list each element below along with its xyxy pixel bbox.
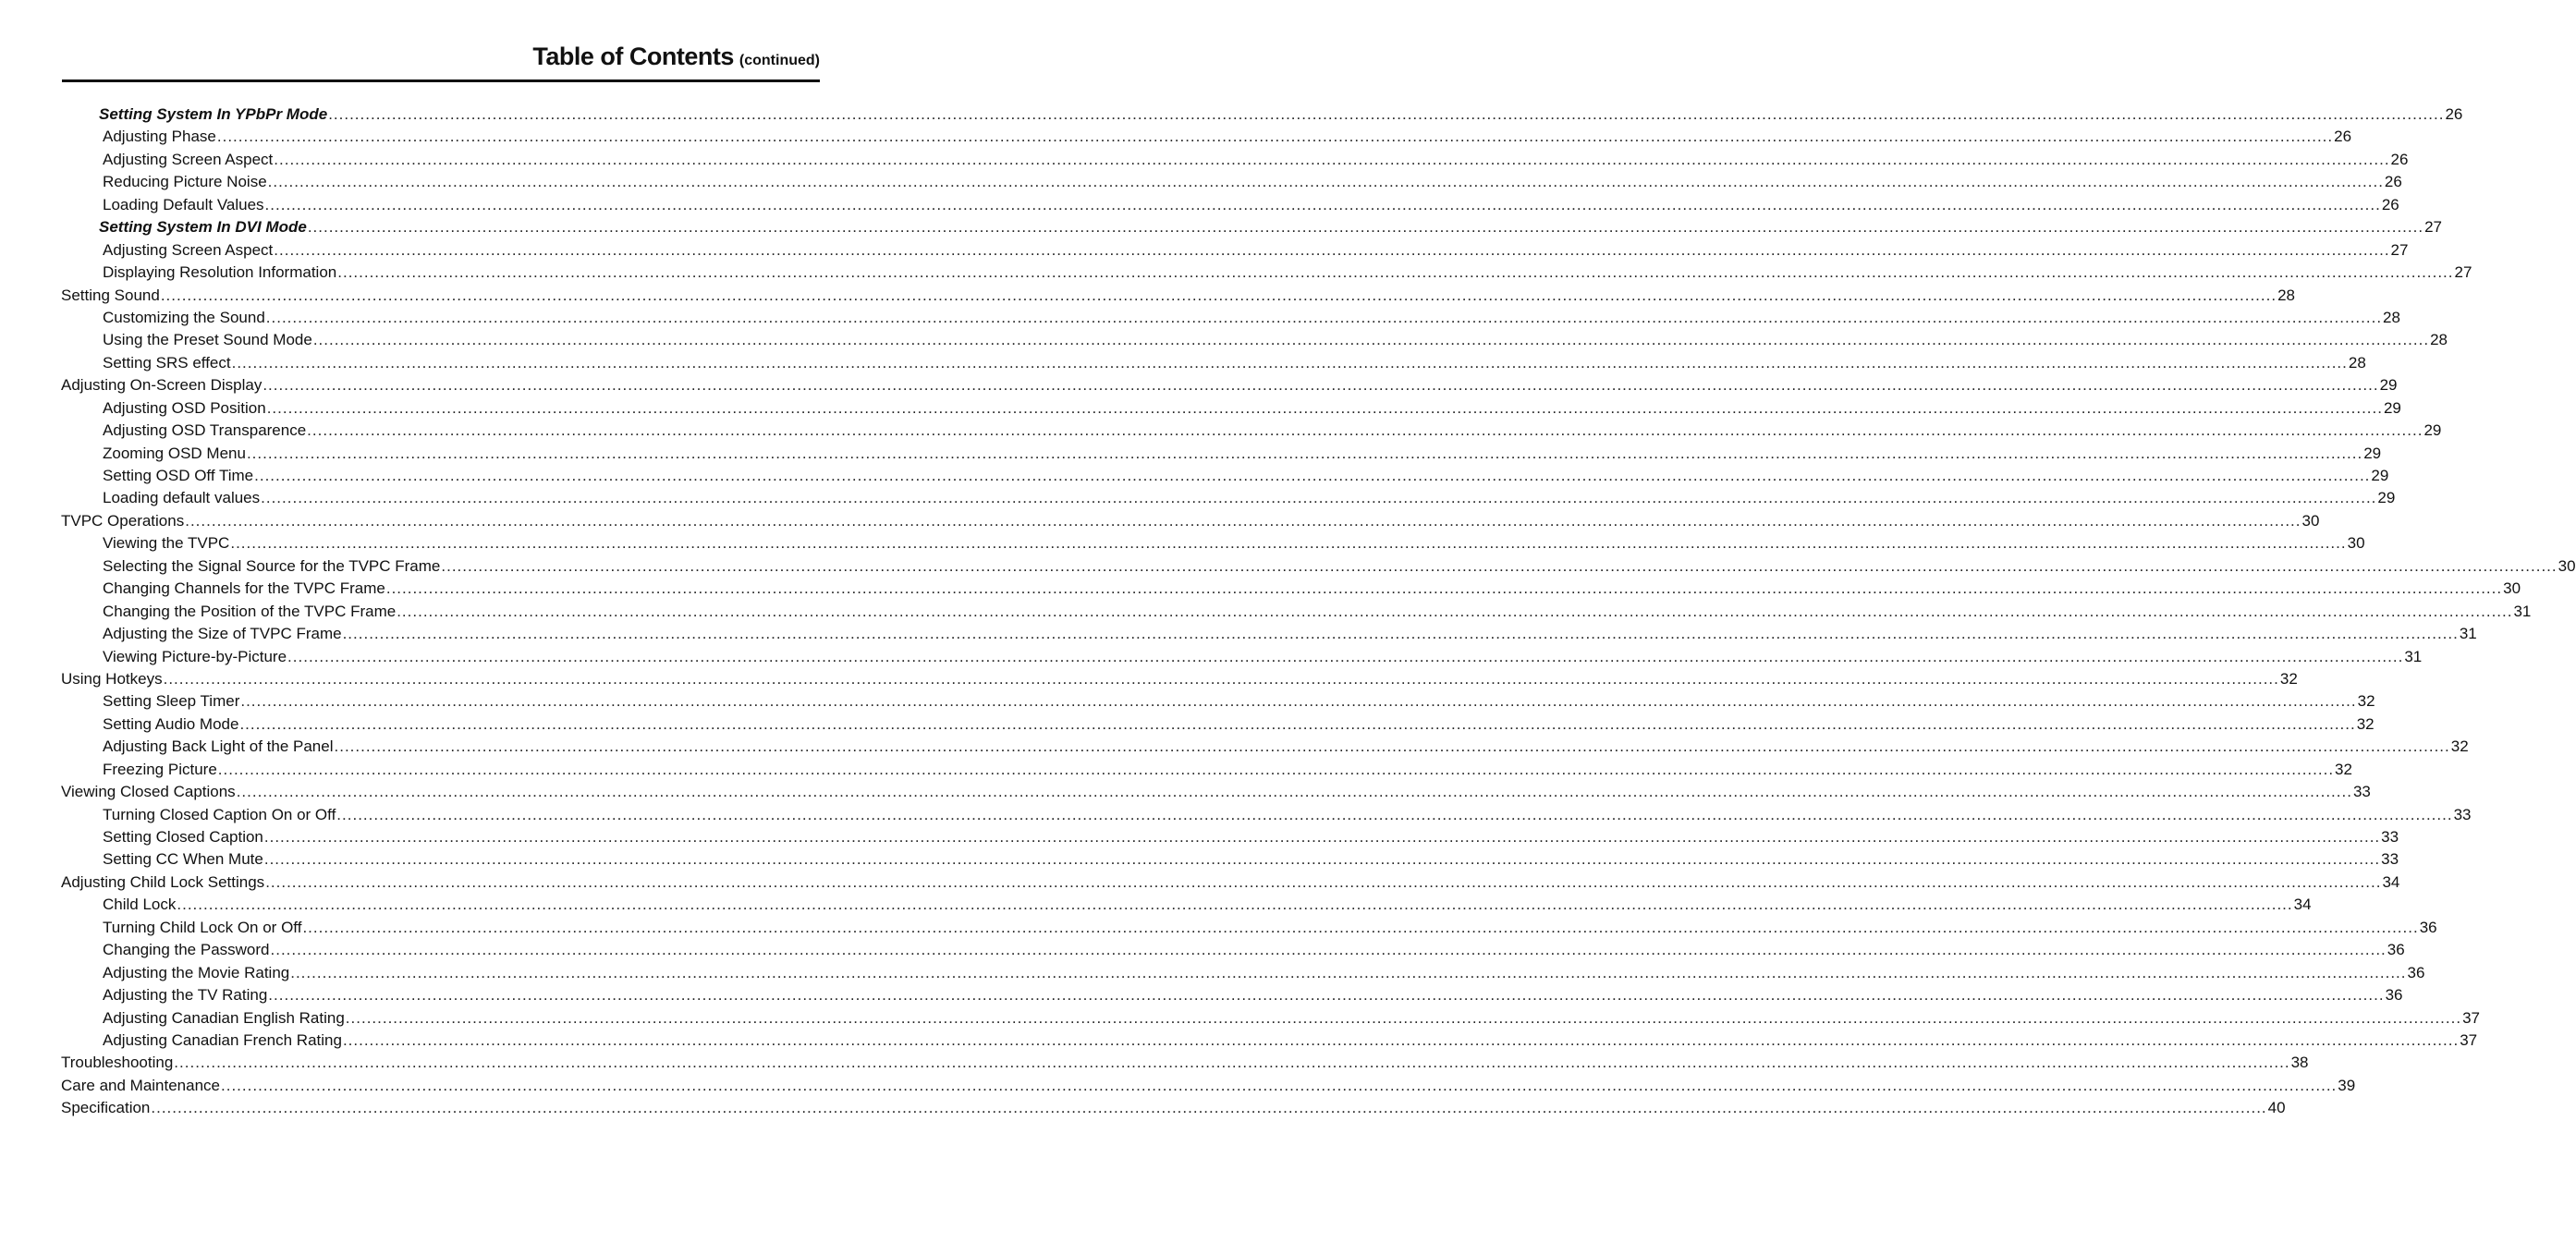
- toc-entry-page-number: 27: [2424, 218, 2442, 237]
- toc-dot-leader: ................................................................................................................................................................................................................................................................................................................................................................................................................: [174, 1054, 2290, 1072]
- toc-subsection-entry[interactable]: [103, 601, 2532, 623]
- toc-entry-page-number: 28: [2277, 286, 2295, 304]
- toc-entry-page-number: 30: [2558, 556, 2576, 575]
- toc-subsection-entry[interactable]: [103, 646, 2423, 668]
- toc-entry-page-number: 31: [2404, 647, 2423, 665]
- page-subtitle: (continued): [739, 53, 820, 68]
- toc-entry-page-number: 34: [2293, 896, 2312, 914]
- toc-dot-leader: ................................................................................................................................................................................................................................................................................................................................................................................................................: [265, 308, 2383, 326]
- toc-entry-page-number: 33: [2453, 805, 2472, 823]
- toc-subsection-entry[interactable]: [103, 262, 2472, 284]
- toc-entry-label: Setting Closed Caption: [103, 828, 263, 846]
- toc-entry-label: Using Hotkeys: [61, 669, 163, 688]
- toc-dot-leader: ................................................................................................................................................................................................................................................................................................................................................................................................................: [307, 218, 2424, 237]
- toc-subsection-entry[interactable]: [103, 713, 2375, 736]
- toc-entry-page-number: 29: [2383, 398, 2401, 417]
- toc-dot-leader: ................................................................................................................................................................................................................................................................................................................................................................................................................: [254, 467, 2371, 484]
- toc-entry-label: Setting Audio Mode: [103, 714, 239, 733]
- toc-entry-label: Adjusting the Size of TVPC Frame: [103, 625, 342, 643]
- toc-entry-label: Zooming OSD Menu: [103, 444, 246, 462]
- toc-dot-leader: ................................................................................................................................................................................................................................................................................................................................................................................................................: [441, 556, 2558, 575]
- toc-entry-page-number: 31: [2459, 625, 2477, 643]
- toc-dot-leader: ................................................................................................................................................................................................................................................................................................................................................................................................................: [336, 805, 2453, 823]
- toc-subsection-entry[interactable]: [103, 826, 2399, 848]
- toc-subsection-entry[interactable]: [99, 104, 2463, 126]
- toc-subsection-entry[interactable]: [103, 759, 2352, 781]
- toc-subsection-entry[interactable]: [103, 736, 2469, 758]
- toc-subsection-entry[interactable]: [103, 1007, 2480, 1030]
- toc-subsection-entry[interactable]: [103, 690, 2375, 713]
- toc-section-entry[interactable]: [61, 668, 2298, 690]
- toc-entry-label: Adjusting Screen Aspect: [103, 240, 274, 259]
- toc-entry-page-number: 33: [2381, 828, 2399, 846]
- toc-section-entry[interactable]: [61, 1097, 2286, 1119]
- toc-entry-label: Adjusting On-Screen Display: [61, 376, 262, 395]
- toc-subsection-entry[interactable]: [99, 216, 2442, 238]
- toc-dot-leader: ................................................................................................................................................................................................................................................................................................................................................................................................................: [290, 963, 2407, 981]
- toc-entry-page-number: 26: [2445, 105, 2463, 123]
- toc-dot-leader: ................................................................................................................................................................................................................................................................................................................................................................................................................: [302, 918, 2419, 936]
- toc-entry-label: TVPC Operations: [61, 511, 185, 530]
- toc-entry-label: Setting System In YPbPr Mode: [99, 105, 328, 123]
- toc-subsection-entry[interactable]: [103, 194, 2399, 216]
- toc-dot-leader: ................................................................................................................................................................................................................................................................................................................................................................................................................: [216, 128, 2334, 146]
- toc-entry-label: Turning Child Lock On or Off: [103, 918, 302, 936]
- toc-subsection-entry[interactable]: [103, 1030, 2478, 1052]
- toc-entry-page-number: 30: [2503, 579, 2521, 598]
- toc-dot-leader: ................................................................................................................................................................................................................................................................................................................................................................................................................: [246, 444, 2363, 462]
- toc-entry-label: Adjusting Canadian English Rating: [103, 1008, 345, 1027]
- toc-entry-label: Adjusting Phase: [103, 128, 216, 146]
- toc-dot-leader: ................................................................................................................................................................................................................................................................................................................................................................................................................: [262, 376, 2379, 395]
- toc-section-entry[interactable]: [61, 285, 2295, 307]
- toc-entry-page-number: 27: [2454, 263, 2472, 282]
- toc-dot-leader: ................................................................................................................................................................................................................................................................................................................................................................................................................: [268, 986, 2385, 1005]
- toc-subsection-entry[interactable]: [103, 894, 2312, 916]
- toc-dot-leader: ................................................................................................................................................................................................................................................................................................................................................................................................................: [307, 421, 2423, 440]
- toc-entry-label: Specification: [61, 1099, 151, 1117]
- toc-entry-page-number: 26: [2381, 195, 2399, 213]
- toc-entry-label: Loading Default Values: [103, 195, 264, 213]
- toc-entry-label: Troubleshooting: [61, 1054, 174, 1072]
- toc-entry-page-number: 32: [2279, 669, 2298, 688]
- toc-subsection-entry[interactable]: [103, 443, 2382, 465]
- toc-dot-leader: ................................................................................................................................................................................................................................................................................................................................................................................................................: [270, 941, 2387, 959]
- toc-dot-leader: ................................................................................................................................................................................................................................................................................................................................................................................................................: [264, 195, 2381, 213]
- toc-subsection-entry[interactable]: [103, 532, 2365, 554]
- toc-subsection-entry[interactable]: [103, 465, 2389, 487]
- toc-dot-leader: ................................................................................................................................................................................................................................................................................................................................................................................................................: [334, 737, 2450, 756]
- toc-entry-page-number: 28: [2430, 331, 2448, 349]
- toc-entry-label: Selecting the Signal Source for the TVPC Frame: [103, 556, 441, 575]
- toc-entry-label: Freezing Picture: [103, 760, 217, 778]
- toc-dot-leader: ................................................................................................................................................................................................................................................................................................................................................................................................................: [274, 150, 2390, 168]
- toc-entry-label: Customizing the Sound: [103, 308, 265, 326]
- toc-entry-label: Viewing Closed Captions: [61, 783, 236, 801]
- toc-entry-label: Adjusting Screen Aspect: [103, 150, 274, 168]
- toc-entry-page-number: 29: [2371, 467, 2389, 484]
- toc-dot-leader: ................................................................................................................................................................................................................................................................................................................................................................................................................: [385, 579, 2503, 598]
- toc-entry-label: Changing Channels for the TVPC Frame: [103, 579, 385, 598]
- toc-subsection-entry[interactable]: [103, 917, 2437, 939]
- toc-entry-label: Displaying Resolution Information: [103, 263, 337, 282]
- toc-entry-page-number: 30: [2347, 534, 2365, 553]
- toc-dot-leader: ................................................................................................................................................................................................................................................................................................................................................................................................................: [263, 850, 2381, 869]
- toc-section-entry[interactable]: [61, 1075, 2356, 1097]
- toc-dot-leader: ................................................................................................................................................................................................................................................................................................................................................................................................................: [231, 353, 2348, 372]
- toc-dot-leader: ................................................................................................................................................................................................................................................................................................................................................................................................................: [328, 105, 2445, 123]
- page-title: Table of Contents: [532, 43, 734, 70]
- toc-subsection-entry[interactable]: [103, 149, 2409, 171]
- toc-subsection-entry[interactable]: [103, 126, 2352, 148]
- toc-dot-leader: ................................................................................................................................................................................................................................................................................................................................................................................................................: [337, 263, 2454, 282]
- toc-entry-label: Using the Preset Sound Mode: [103, 331, 312, 349]
- toc-subsection-entry[interactable]: [103, 555, 2576, 578]
- toc-dot-leader: ................................................................................................................................................................................................................................................................................................................................................................................................................: [342, 625, 2459, 643]
- toc-subsection-entry[interactable]: [103, 239, 2409, 262]
- toc-subsection-entry[interactable]: [103, 962, 2425, 984]
- toc-entry-page-number: 32: [2356, 714, 2375, 733]
- toc-entry-label: Setting System In DVI Mode: [99, 218, 307, 237]
- toc-entry-page-number: 26: [2384, 173, 2402, 191]
- toc-entry-label: Adjusting Canadian French Rating: [103, 1030, 342, 1049]
- toc-section-entry[interactable]: [61, 781, 2371, 803]
- toc-subsection-entry[interactable]: [103, 984, 2403, 1006]
- toc-dot-leader: ................................................................................................................................................................................................................................................................................................................................................................................................................: [239, 714, 2356, 733]
- toc-subsection-entry[interactable]: [103, 171, 2402, 193]
- toc-entry-label: Turning Closed Caption On or Off: [103, 805, 336, 823]
- toc-entry-page-number: 32: [2450, 737, 2469, 756]
- toc-section-entry[interactable]: [61, 374, 2398, 396]
- toc-dot-leader: ................................................................................................................................................................................................................................................................................................................................................................................................................: [397, 602, 2513, 620]
- toc-dot-leader: ................................................................................................................................................................................................................................................................................................................................................................................................................: [263, 828, 2381, 846]
- toc-entry-page-number: 30: [2301, 511, 2320, 530]
- toc-entry-page-number: 36: [2419, 918, 2437, 936]
- toc-dot-leader: ................................................................................................................................................................................................................................................................................................................................................................................................................: [217, 760, 2335, 778]
- toc-dot-leader: ................................................................................................................................................................................................................................................................................................................................................................................................................: [267, 173, 2384, 191]
- toc-subsection-entry[interactable]: [103, 578, 2521, 600]
- toc-subsection-entry[interactable]: [103, 420, 2442, 442]
- toc-entry-label: Viewing the TVPC: [103, 534, 230, 553]
- toc-subsection-entry[interactable]: [103, 804, 2472, 826]
- toc-entry-page-number: 28: [2383, 308, 2400, 326]
- toc-dot-leader: ................................................................................................................................................................................................................................................................................................................................................................................................................: [221, 1076, 2338, 1094]
- toc-section-entry[interactable]: [61, 1052, 2309, 1074]
- toc-dot-leader: ................................................................................................................................................................................................................................................................................................................................................................................................................: [163, 669, 2279, 688]
- toc-subsection-entry[interactable]: [103, 352, 2366, 374]
- toc-entry-page-number: 26: [2334, 128, 2352, 146]
- toc-entry-page-number: 29: [2363, 444, 2382, 462]
- toc-entry-label: Child Lock: [103, 896, 177, 914]
- toc-dot-leader: ................................................................................................................................................................................................................................................................................................................................................................................................................: [345, 1008, 2462, 1027]
- header-rule: [62, 79, 820, 82]
- toc-entry-page-number: 36: [2387, 941, 2405, 959]
- toc-entry-label: Setting SRS effect: [103, 353, 231, 372]
- toc-entry-label: Adjusting OSD Transparence: [103, 421, 307, 440]
- toc-entry-label: Adjusting the TV Rating: [103, 986, 268, 1005]
- toc-entry-label: Setting OSD Off Time: [103, 467, 254, 484]
- toc-entry-page-number: 29: [2377, 489, 2396, 507]
- toc-entry-label: Loading default values: [103, 489, 261, 507]
- toc-dot-leader: ................................................................................................................................................................................................................................................................................................................................................................................................................: [287, 647, 2404, 665]
- toc-entry-page-number: 36: [2407, 963, 2425, 981]
- toc-dot-leader: ................................................................................................................................................................................................................................................................................................................................................................................................................: [160, 286, 2277, 304]
- toc-entry-page-number: 32: [2357, 692, 2375, 711]
- toc-entry-page-number: 34: [2382, 872, 2400, 891]
- toc-subsection-entry[interactable]: [103, 307, 2400, 329]
- toc-entry-label: Reducing Picture Noise: [103, 173, 267, 191]
- toc-entry-page-number: 33: [2381, 850, 2399, 869]
- toc-dot-leader: ................................................................................................................................................................................................................................................................................................................................................................................................................: [266, 398, 2383, 417]
- toc-entry-page-number: 28: [2348, 353, 2366, 372]
- toc-entry-label: Setting CC When Mute: [103, 850, 263, 869]
- toc-section-entry[interactable]: [61, 510, 2320, 532]
- toc-entry-page-number: 31: [2513, 602, 2532, 620]
- toc-entry-page-number: 29: [2379, 376, 2398, 395]
- toc-subsection-entry[interactable]: [103, 397, 2401, 420]
- toc-entry-label: Setting Sound: [61, 286, 160, 304]
- toc-dot-leader: ................................................................................................................................................................................................................................................................................................................................................................................................................: [274, 240, 2390, 259]
- toc-dot-leader: ................................................................................................................................................................................................................................................................................................................................................................................................................: [312, 331, 2430, 349]
- toc-entry-label: Adjusting Child Lock Settings: [61, 872, 265, 891]
- toc-entry-page-number: 36: [2385, 986, 2403, 1005]
- toc-entry-page-number: 33: [2352, 783, 2371, 801]
- toc-subsection-entry[interactable]: [103, 939, 2405, 961]
- toc-entry-page-number: 39: [2338, 1076, 2356, 1094]
- toc-entry-label: Care and Maintenance: [61, 1076, 221, 1094]
- toc-subsection-entry[interactable]: [103, 487, 2396, 509]
- toc-entry-label: Adjusting OSD Position: [103, 398, 266, 417]
- toc-entry-label: Adjusting the Movie Rating: [103, 963, 290, 981]
- toc-entry-label: Adjusting Back Light of the Panel: [103, 737, 334, 756]
- page-header: [62, 43, 820, 71]
- toc-subsection-entry[interactable]: [103, 623, 2477, 645]
- toc-section-entry[interactable]: [61, 871, 2400, 894]
- toc-dot-leader: ................................................................................................................................................................................................................................................................................................................................................................................................................: [151, 1099, 2267, 1117]
- toc-subsection-entry[interactable]: [103, 848, 2399, 871]
- toc-entry-page-number: 37: [2462, 1008, 2480, 1027]
- toc-entry-label: Setting Sleep Timer: [103, 692, 240, 711]
- toc-entry-page-number: 29: [2423, 421, 2442, 440]
- toc-dot-leader: ................................................................................................................................................................................................................................................................................................................................................................................................................: [261, 489, 2377, 507]
- toc-entry-label: Changing the Password: [103, 941, 270, 959]
- toc-entry-page-number: 32: [2335, 760, 2352, 778]
- toc-entry-page-number: 40: [2267, 1099, 2286, 1117]
- toc-entry-page-number: 38: [2290, 1054, 2309, 1072]
- toc-dot-leader: ................................................................................................................................................................................................................................................................................................................................................................................................................: [185, 511, 2301, 530]
- toc-subsection-entry[interactable]: [103, 329, 2448, 351]
- toc-entry-page-number: 27: [2390, 240, 2409, 259]
- toc-dot-leader: ................................................................................................................................................................................................................................................................................................................................................................................................................: [342, 1030, 2460, 1049]
- toc-dot-leader: ................................................................................................................................................................................................................................................................................................................................................................................................................: [177, 896, 2293, 914]
- toc-dot-leader: ................................................................................................................................................................................................................................................................................................................................................................................................................: [265, 872, 2382, 891]
- toc-dot-leader: ................................................................................................................................................................................................................................................................................................................................................................................................................: [240, 692, 2357, 711]
- toc-entry-page-number: 37: [2460, 1030, 2478, 1049]
- toc-dot-leader: ................................................................................................................................................................................................................................................................................................................................................................................................................: [230, 534, 2347, 553]
- toc-list: [0, 104, 2576, 1120]
- toc-entry-label: Viewing Picture-by-Picture: [103, 647, 287, 665]
- toc-dot-leader: ................................................................................................................................................................................................................................................................................................................................................................................................................: [236, 783, 2352, 801]
- toc-entry-page-number: 26: [2390, 150, 2409, 168]
- toc-entry-label: Changing the Position of the TVPC Frame: [103, 602, 397, 620]
